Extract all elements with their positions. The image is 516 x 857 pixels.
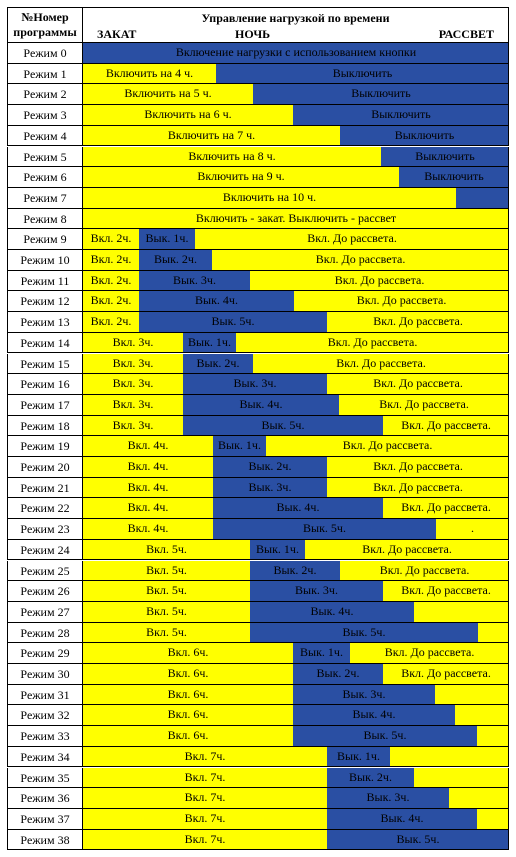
program-mode-label: Режим 30 <box>7 664 83 685</box>
timeline-bar <box>83 250 509 271</box>
table-row <box>7 105 509 126</box>
load-on-segment: Вкл. 4ч. <box>83 436 213 456</box>
table-row <box>7 333 509 354</box>
timeline-bar <box>83 43 509 64</box>
load-on-segment: Вкл. 2ч. <box>83 312 139 332</box>
load-on-segment: Вкл. До рассвета. <box>339 395 509 415</box>
table-row <box>7 436 509 457</box>
table-row <box>7 126 509 147</box>
load-off-segment: Вык. 4ч. <box>250 602 414 622</box>
program-mode-label: Режим 35 <box>7 768 83 789</box>
load-off-segment: Вык. 2ч. <box>250 561 340 581</box>
table-row <box>7 354 509 375</box>
load-on-segment: Вкл. До рассвета. <box>340 561 509 581</box>
load-on-segment: Вкл. 3ч. <box>83 374 183 394</box>
table-row <box>7 788 509 809</box>
timeline-bar <box>83 788 509 809</box>
load-off-segment: Вык. 3ч. <box>213 478 327 498</box>
table-row <box>7 167 509 188</box>
table-row <box>7 416 509 437</box>
timeline-bar <box>83 354 509 375</box>
timeline-bar <box>83 229 509 250</box>
table-row <box>7 705 509 726</box>
load-off-segment: Выключить <box>253 84 509 104</box>
load-on-segment: Вкл. 6ч. <box>83 643 293 663</box>
timeline-bar <box>83 271 509 292</box>
timeline-bar <box>83 809 509 830</box>
load-on-segment: Включить на 10 ч. <box>83 188 456 208</box>
program-mode-label: Режим 29 <box>7 643 83 664</box>
timeline-bar <box>83 561 509 582</box>
timeline-bar <box>83 726 509 747</box>
timeline-bar <box>83 685 509 706</box>
timeline-bar <box>83 312 509 333</box>
program-mode-label: Режим 16 <box>7 374 83 395</box>
timeline-bar <box>83 664 509 685</box>
table-row <box>7 809 509 830</box>
load-on-segment: Вкл. 3ч. <box>83 354 183 374</box>
table-row <box>7 498 509 519</box>
load-on-segment: Вкл. 6ч. <box>83 664 293 684</box>
load-on-segment: Вкл. До рассвета. <box>350 643 509 663</box>
load-on-segment: Вкл. 7ч. <box>83 830 327 850</box>
timeline-bar <box>83 581 509 602</box>
load-on-segment: Вкл. До рассвета. <box>327 374 509 394</box>
timeline-bar <box>83 291 509 312</box>
load-on-segment <box>478 623 509 643</box>
load-on-segment <box>455 705 509 725</box>
load-on-segment <box>390 747 509 767</box>
load-on-segment <box>435 685 509 705</box>
timeline-bar <box>83 374 509 395</box>
load-on-segment: Вкл. 5ч. <box>83 540 250 560</box>
timeline-bar <box>83 126 509 147</box>
program-mode-label: Режим 9 <box>7 229 83 250</box>
timeline-bar <box>83 623 509 644</box>
load-off-segment: Вык. 4ч. <box>293 705 455 725</box>
load-off-segment: Вык. 3ч. <box>293 685 435 705</box>
table-row <box>7 43 509 64</box>
load-on-segment: Вкл. До рассвета. <box>383 498 509 518</box>
table-row <box>7 747 509 768</box>
timeline-bar <box>83 478 509 499</box>
load-off-segment: Вык. 2ч. <box>293 664 383 684</box>
load-on-segment: Вкл. 4ч. <box>83 519 213 539</box>
load-on-segment: Вкл. До рассвета. <box>305 540 509 560</box>
table-row <box>7 830 509 851</box>
program-mode-label: Режим 14 <box>7 333 83 354</box>
load-on-segment: Вкл. До рассвета. <box>236 333 509 353</box>
table-row <box>7 768 509 789</box>
timeline-bar <box>83 498 509 519</box>
load-on-segment: Вкл. 2ч. <box>83 250 139 270</box>
program-mode-label: Режим 10 <box>7 250 83 271</box>
load-off-segment: Вык. 3ч. <box>183 374 327 394</box>
sunset-label: ЗАКАТ <box>97 27 137 41</box>
program-mode-label: Режим 24 <box>7 540 83 561</box>
table-row <box>7 64 509 85</box>
program-mode-label: Режим 21 <box>7 478 83 499</box>
program-mode-label: Режим 2 <box>7 84 83 105</box>
timeline-bar <box>83 705 509 726</box>
program-mode-label: Режим 31 <box>7 685 83 706</box>
program-mode-label: Режим 15 <box>7 354 83 375</box>
table-row <box>7 664 509 685</box>
table-row <box>7 250 509 271</box>
load-on-segment: Вкл. До рассвета. <box>253 354 509 374</box>
load-on-segment: Вкл. 7ч. <box>83 788 327 808</box>
program-number-header <box>7 7 83 43</box>
load-off-segment: Вык. 4ч. <box>327 809 477 829</box>
table-row <box>7 271 509 292</box>
program-mode-label: Режим 27 <box>7 602 83 623</box>
timeline-bar <box>83 602 509 623</box>
load-off-segment: Выключить <box>293 105 509 125</box>
program-mode-label: Режим 1 <box>7 64 83 85</box>
load-off-segment: Вык. 1ч. <box>183 333 236 353</box>
load-on-segment <box>477 809 509 829</box>
program-mode-label: Режим 12 <box>7 291 83 312</box>
table-row <box>7 602 509 623</box>
load-off-segment: Вык. 2ч. <box>213 457 327 477</box>
load-on-segment: Вкл. 2ч. <box>83 229 139 249</box>
load-off-segment: Вык. 3ч. <box>327 788 449 808</box>
load-off-segment: Выключить <box>399 167 509 187</box>
load-off-segment: Вык. 5ч. <box>327 830 509 850</box>
load-on-segment: Вкл. До рассвета. <box>212 250 509 270</box>
load-off-segment: Вык. 1ч. <box>327 747 390 767</box>
table-row <box>7 395 509 416</box>
program-number-header-line1: №Номер <box>21 10 69 24</box>
timeline-bar <box>83 747 509 768</box>
load-on-segment: Включить на 5 ч. <box>83 84 253 104</box>
load-on-segment: Вкл. До рассвета. <box>195 229 509 249</box>
load-off-segment: Вык. 3ч. <box>139 271 250 291</box>
load-off-segment: Вык. 5ч. <box>293 726 477 746</box>
timeline-header <box>83 7 509 43</box>
load-off-segment: Вык. 5ч. <box>250 623 478 643</box>
timeline-bar <box>83 333 509 354</box>
load-on-segment: Вкл. 3ч. <box>83 416 183 436</box>
table-row <box>7 188 509 209</box>
load-off-segment: Выключить <box>381 147 509 167</box>
load-on-segment: Вкл. До рассвета. <box>383 581 509 601</box>
load-off-segment: Вык. 1ч. <box>213 436 266 456</box>
table-row <box>7 147 509 168</box>
timeline-bar <box>83 768 509 789</box>
program-mode-label: Режим 36 <box>7 788 83 809</box>
timeline-bar <box>83 519 509 540</box>
table-row <box>7 726 509 747</box>
program-mode-label: Режим 18 <box>7 416 83 437</box>
table-row <box>7 229 509 250</box>
load-on-segment: Вкл. 5ч. <box>83 561 250 581</box>
table-row <box>7 478 509 499</box>
load-off-segment: Вык. 5ч. <box>139 312 327 332</box>
load-on-segment <box>449 788 509 808</box>
load-off-segment <box>456 188 509 208</box>
program-mode-label: Режим 26 <box>7 581 83 602</box>
program-mode-label: Режим 25 <box>7 561 83 582</box>
load-off-segment: Вык. 1ч. <box>250 540 305 560</box>
load-off-segment: Вык. 1ч. <box>293 643 350 663</box>
load-on-segment: Вкл. 3ч. <box>83 395 183 415</box>
program-number-header-line2: программы <box>13 25 77 39</box>
load-on-segment: Вкл. До рассвета. <box>294 291 509 311</box>
program-mode-label: Режим 22 <box>7 498 83 519</box>
load-on-segment: Вкл. До рассвета. <box>266 436 509 456</box>
load-on-segment: Включить на 4 ч. <box>83 64 216 84</box>
program-mode-label: Режим 34 <box>7 747 83 768</box>
program-mode-label: Режим 37 <box>7 809 83 830</box>
table-row <box>7 457 509 478</box>
load-on-segment: Вкл. 2ч. <box>83 271 139 291</box>
timeline-bar <box>83 457 509 478</box>
load-off-segment: Выключить <box>340 126 509 146</box>
sunrise-label: РАССВЕТ <box>438 27 494 41</box>
load-on-segment: Вкл. До рассвета. <box>383 664 509 684</box>
timeline-bar <box>83 643 509 664</box>
table-row <box>7 643 509 664</box>
program-mode-label: Режим 6 <box>7 167 83 188</box>
program-mode-label: Режим 3 <box>7 105 83 126</box>
load-on-segment: Вкл. 3ч. <box>83 333 183 353</box>
load-on-segment: Вкл. До рассвета. <box>327 312 509 332</box>
table-row <box>7 291 509 312</box>
load-on-segment: Вкл. 4ч. <box>83 457 213 477</box>
load-off-segment: Вык. 4ч. <box>213 498 383 518</box>
program-mode-label: Режим 0 <box>7 43 83 64</box>
table-row <box>7 312 509 333</box>
load-off-segment: Вык. 5ч. <box>213 519 436 539</box>
load-on-segment: Вкл. 7ч. <box>83 809 327 829</box>
table-title: Управление нагрузкой по времени <box>201 11 390 25</box>
load-off-segment: Вык. 4ч. <box>139 291 294 311</box>
load-on-segment: Включить на 8 ч. <box>83 147 381 167</box>
timeline-bar <box>83 395 509 416</box>
timeline-bar <box>83 147 509 168</box>
table-row <box>7 540 509 561</box>
load-on-segment: Вкл. 6ч. <box>83 685 293 705</box>
timeline-bar <box>83 167 509 188</box>
program-mode-label: Режим 32 <box>7 705 83 726</box>
program-mode-label: Режим 13 <box>7 312 83 333</box>
timeline-bar <box>83 540 509 561</box>
load-on-segment: Включить на 9 ч. <box>83 167 399 187</box>
program-mode-label: Режим 4 <box>7 126 83 147</box>
load-on-segment: Включить на 7 ч. <box>83 126 340 146</box>
load-on-segment: Вкл. До рассвета. <box>327 457 509 477</box>
load-on-segment: Вкл. До рассвета. <box>383 416 509 436</box>
load-on-segment <box>414 602 509 622</box>
load-on-segment: Вкл. 7ч. <box>83 747 327 767</box>
timeline-bar <box>83 188 509 209</box>
load-on-segment: Вкл. До рассвета. <box>250 271 509 291</box>
load-on-segment: . <box>436 519 509 539</box>
load-off-segment: Выключить <box>216 64 509 84</box>
table-row <box>7 374 509 395</box>
timeline-bar <box>83 436 509 457</box>
load-on-segment: Вкл. 7ч. <box>83 768 327 788</box>
program-mode-label: Режим 20 <box>7 457 83 478</box>
timeline-bar <box>83 209 509 230</box>
program-mode-label: Режим 33 <box>7 726 83 747</box>
load-off-segment: Вык. 4ч. <box>183 395 339 415</box>
load-on-segment: Вкл. 6ч. <box>83 726 293 746</box>
load-on-segment: Вкл. 6ч. <box>83 705 293 725</box>
program-mode-label: Режим 5 <box>7 147 83 168</box>
program-mode-label: Режим 38 <box>7 830 83 851</box>
program-mode-label: Режим 19 <box>7 436 83 457</box>
load-off-segment: Вык. 5ч. <box>183 416 383 436</box>
load-on-segment <box>414 768 509 788</box>
table-row <box>7 685 509 706</box>
table-row <box>7 209 509 230</box>
load-on-segment: Включить - закат. Выключить - рассвет <box>83 209 509 229</box>
program-mode-label: Режим 7 <box>7 188 83 209</box>
timeline-bar <box>83 64 509 85</box>
program-mode-label: Режим 17 <box>7 395 83 416</box>
load-on-segment: Вкл. 5ч. <box>83 581 250 601</box>
table-row <box>7 84 509 105</box>
load-off-segment: Вык. 2ч. <box>183 354 253 374</box>
load-on-segment: Вкл. 5ч. <box>83 623 250 643</box>
load-on-segment: Включить на 6 ч. <box>83 105 293 125</box>
table-row <box>7 561 509 582</box>
table-header <box>7 7 509 43</box>
table-row <box>7 519 509 540</box>
load-on-segment: Вкл. 2ч. <box>83 291 139 311</box>
load-off-segment: Вык. 2ч. <box>327 768 414 788</box>
table-row <box>7 581 509 602</box>
program-mode-label: Режим 8 <box>7 209 83 230</box>
timeline-bar <box>83 84 509 105</box>
load-off-segment: Вык. 2ч. <box>139 250 212 270</box>
timeline-bar <box>83 416 509 437</box>
timeline-bar <box>83 105 509 126</box>
night-label: НОЧЬ <box>235 27 271 41</box>
timeline-bar <box>83 830 509 851</box>
load-on-segment <box>477 726 509 746</box>
load-off-segment: Вык. 1ч. <box>139 229 195 249</box>
program-mode-label: Режим 23 <box>7 519 83 540</box>
load-on-segment: Вкл. 4ч. <box>83 478 213 498</box>
load-off-segment: Включение нагрузки с использованием кнопки <box>83 43 509 63</box>
load-on-segment: Вкл. 4ч. <box>83 498 213 518</box>
program-mode-label: Режим 28 <box>7 623 83 644</box>
load-off-segment: Вык. 3ч. <box>250 581 383 601</box>
load-on-segment: Вкл. До рассвета. <box>327 478 509 498</box>
table-row <box>7 623 509 644</box>
load-on-segment: Вкл. 5ч. <box>83 602 250 622</box>
program-mode-label: Режим 11 <box>7 271 83 292</box>
